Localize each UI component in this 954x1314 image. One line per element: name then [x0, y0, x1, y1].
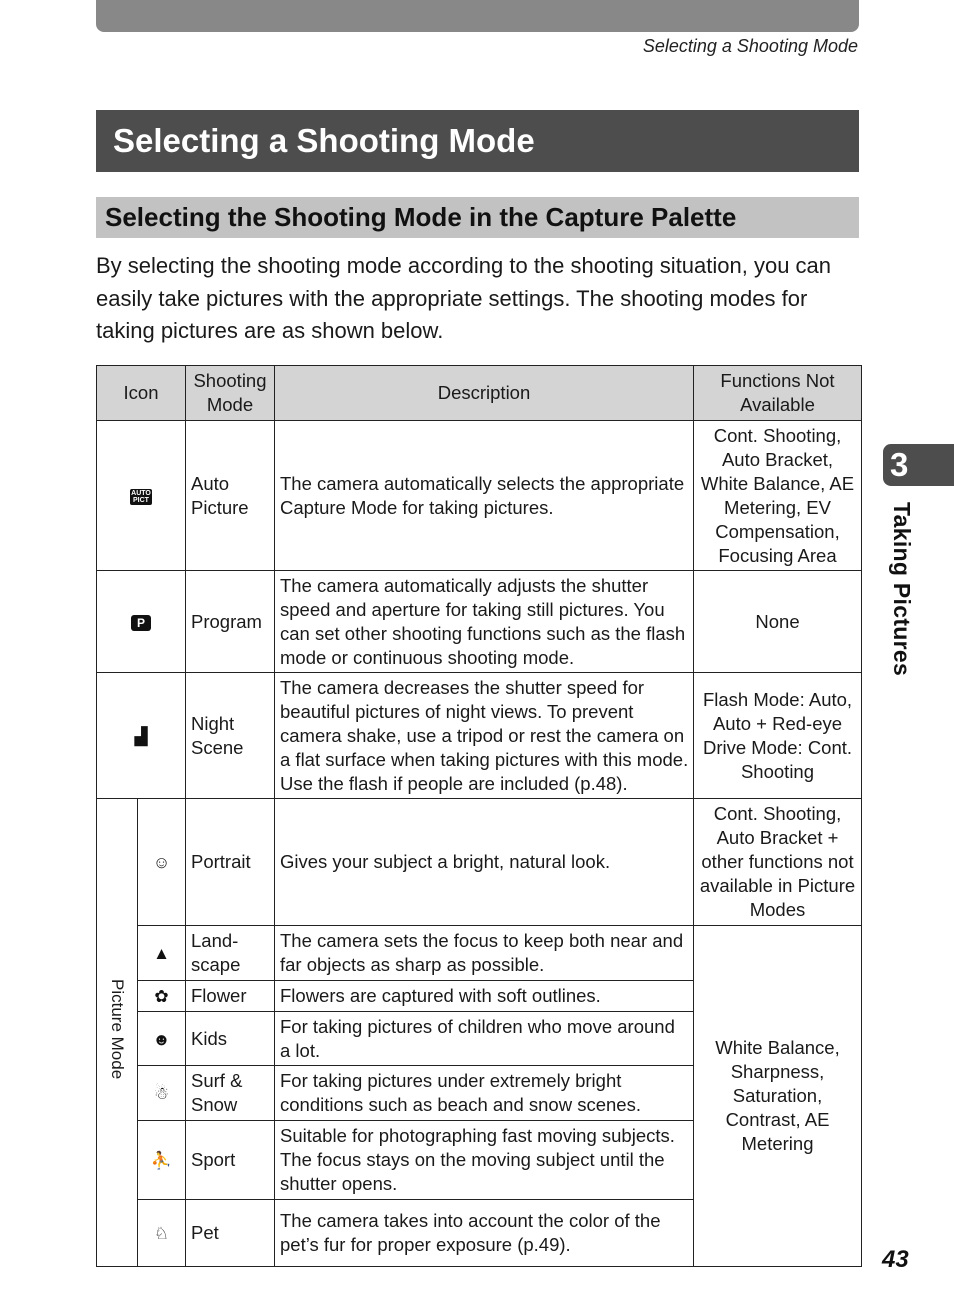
mode-cell: Flower — [186, 981, 275, 1012]
mode-cell: Sport — [186, 1121, 275, 1200]
description-cell: Suitable for photographing fast moving subjects. The focus stays on the moving subject until the shutter opens. — [275, 1121, 694, 1200]
functions-cell: Cont. Shooting, Auto Bracket + other functions not available in Picture Modes — [694, 799, 862, 926]
icon-cell — [138, 1066, 186, 1121]
sport-icon: ⛹ — [150, 1151, 173, 1171]
page-number: 43 — [882, 1246, 909, 1273]
mode-cell: Surf & Snow — [186, 1066, 275, 1121]
kids-icon: ☻ — [152, 1029, 171, 1049]
surf-snow-icon: ☃ — [153, 1084, 170, 1104]
program-icon: P — [131, 615, 151, 631]
header-icon: Icon — [97, 366, 186, 421]
mode-cell: Land-scape — [186, 926, 275, 981]
icon-cell — [138, 799, 186, 926]
section-title: Selecting a Shooting Mode — [113, 122, 535, 159]
description-cell: The camera automatically adjusts the shutter speed and aperture for taking still pictures. You can set other shooting functions such as the flash mode or continuous shooting mode. — [275, 571, 694, 673]
section-title-bar — [96, 110, 859, 172]
pet-icon: ♘ — [153, 1224, 170, 1244]
mode-cell: Night Scene — [186, 673, 275, 799]
table-row — [97, 421, 862, 571]
header-shooting-mode: Shooting Mode — [186, 366, 275, 421]
subsection-title-bar — [96, 197, 859, 238]
description-cell: Gives your subject a bright, natural look. — [275, 799, 694, 926]
top-decorative-bar — [96, 0, 859, 32]
icon-cell — [138, 1121, 186, 1200]
mode-cell: Kids — [186, 1012, 275, 1066]
description-cell: The camera decreases the shutter speed for beautiful pictures of night views. To prevent camera shake, use a tripod or rest the camera on a flat surface when taking pictures with this mode. Use the flash if people are included (p.48). — [275, 673, 694, 799]
icon-cell — [138, 981, 186, 1012]
mode-cell: Portrait — [186, 799, 275, 926]
chapter-label: Taking Pictures — [889, 502, 915, 677]
description-cell: The camera takes into account the color of the pet’s fur for proper exposure (p.49). — [275, 1200, 694, 1267]
icon-cell — [138, 926, 186, 981]
functions-cell: Flash Mode: Auto, Auto + Red-eye Drive Mode: Cont. Shooting — [694, 673, 862, 799]
shooting-modes-table — [96, 365, 862, 1267]
header-description: Description — [275, 366, 694, 421]
shared-functions-cell: White Balance, Sharpness, Saturation, Contrast, AE Metering — [694, 926, 862, 1267]
table-row — [97, 673, 862, 799]
functions-cell: None — [694, 571, 862, 673]
table-row — [97, 571, 862, 673]
header-functions-not-available: Functions Not Available — [694, 366, 862, 421]
mode-cell: Pet — [186, 1200, 275, 1267]
functions-cell: Cont. Shooting, Auto Bracket, White Balance, AE Metering, EV Compensation, Focusing Area — [694, 421, 862, 571]
icon-cell — [138, 1200, 186, 1267]
picture-mode-label: Picture Mode — [108, 979, 127, 1080]
subsection-title: Selecting the Shooting Mode in the Capture Palette — [105, 202, 737, 232]
icon-cell — [97, 421, 186, 571]
mode-cell: Program — [186, 571, 275, 673]
running-header: Selecting a Shooting Mode — [642, 36, 858, 56]
table-row — [97, 799, 862, 926]
picture-mode-group-cell — [97, 799, 138, 1267]
flower-icon: ✿ — [154, 987, 169, 1007]
icon-cell — [97, 673, 186, 799]
auto-picture-icon: AUTO PICT — [131, 489, 151, 504]
table-row — [97, 926, 862, 981]
portrait-icon: ☺ — [152, 853, 171, 873]
description-cell: The camera sets the focus to keep both near and far objects as sharp as possible. — [275, 926, 694, 981]
description-cell: For taking pictures under extremely bright conditions such as beach and snow scenes. — [275, 1066, 694, 1121]
landscape-icon: ▲ — [153, 944, 170, 964]
description-cell: The camera automatically selects the appropriate Capture Mode for taking pictures. — [275, 421, 694, 571]
icon-cell — [138, 1012, 186, 1066]
mode-cell: Auto Picture — [186, 421, 275, 571]
description-cell: Flowers are captured with soft outlines. — [275, 981, 694, 1012]
description-cell: For taking pictures of children who move around a lot. — [275, 1012, 694, 1066]
icon-cell — [97, 571, 186, 673]
intro-paragraph: By selecting the shooting mode according to the shooting situation, you can easily take pictures with the appropriate settings. The shooting modes for taking pictures are as shown below. — [96, 253, 832, 343]
night-scene-icon: ▟ — [134, 726, 148, 746]
table-header-row — [97, 366, 862, 421]
chapter-tab: 3 — [883, 444, 954, 486]
